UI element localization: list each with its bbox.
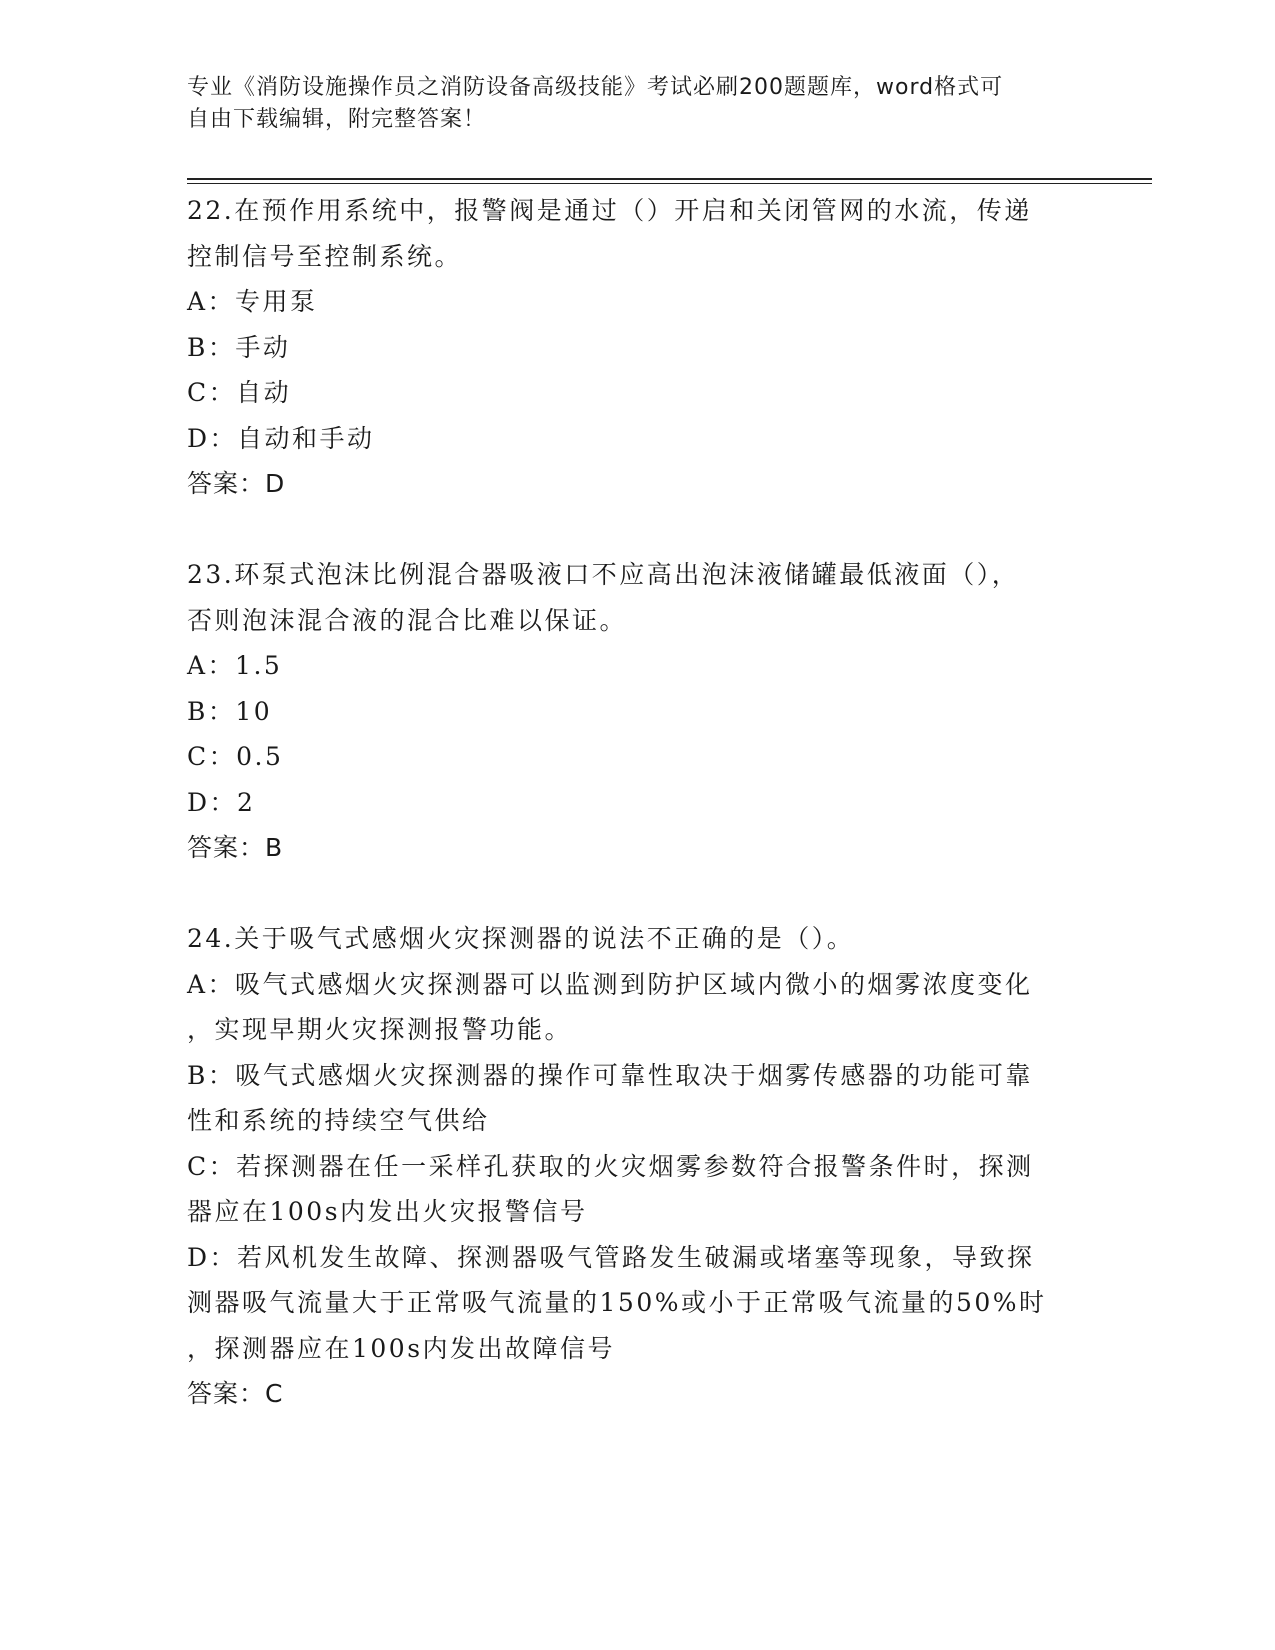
option-a: A：1.5 [187, 651, 283, 680]
option-b: B：10 [187, 696, 273, 726]
question-22 [187, 188, 1087, 507]
header-divider-thick [187, 178, 1152, 180]
answer-line: 答案：B [187, 833, 284, 862]
option-d-continued: 测器吸气流量大于正常吸气流量的150%或小于正常吸气流量的50%时 [187, 1288, 1047, 1317]
question-23 [187, 552, 1087, 871]
header-line-2: 自由下载编辑，附完整答案！ [187, 107, 487, 132]
option-a: A：吸气式感烟火灾探测器可以监测到防护区域内微小的烟雾浓度变化 [187, 969, 1033, 999]
question-24 [187, 916, 1087, 1417]
option-d: D：2 [187, 787, 256, 817]
option-c: C：若探测器在任一采样孔获取的火灾烟雾参数符合报警条件时，探测 [187, 1151, 1034, 1181]
option-d-continued: ，探测器应在100s内发出故障信号 [187, 1333, 616, 1363]
option-c: C：0.5 [187, 742, 284, 771]
header-line-1: 专业《消防设施操作员之消防设备高级技能》考试必刷200题题库，word格式可 [187, 75, 1004, 100]
spacer [187, 507, 1087, 553]
answer-line: 答案：C [187, 1379, 284, 1408]
option-d: D：自动和手动 [187, 423, 375, 453]
question-list [187, 188, 1087, 1417]
option-b-continued: 性和系统的持续空气供给 [187, 1106, 490, 1135]
question-stem-line: 控制信号至控制系统。 [187, 241, 463, 271]
question-stem-line: 22.在预作用系统中，报警阀是通过（）开启和关闭管网的水流，传递 [187, 196, 1032, 225]
document-header [187, 72, 1067, 136]
option-c-continued: 器应在100s内发出火灾报警信号 [187, 1197, 588, 1226]
question-stem-line: 24.关于吸气式感烟火灾探测器的说法不正确的是（）。 [187, 924, 855, 953]
option-a: A：专用泵 [187, 287, 318, 316]
option-d: D：若风机发生故障、探测器吸气管路发生破漏或堵塞等现象，导致探 [187, 1242, 1035, 1272]
option-b: B：吸气式感烟火灾探测器的操作可靠性取决于烟雾传感器的功能可靠 [187, 1060, 1033, 1090]
question-stem-line: 否则泡沫混合液的混合比难以保证。 [187, 605, 628, 635]
option-b: B：手动 [187, 332, 291, 362]
question-stem-line: 23.环泵式泡沫比例混合器吸液口不应高出泡沫液储罐最低液面（）， [187, 560, 1020, 589]
spacer [187, 871, 1087, 917]
option-a-continued: ，实现早期火灾探测报警功能。 [187, 1015, 573, 1044]
option-c: C：自动 [187, 378, 292, 407]
answer-line: 答案：D [187, 469, 286, 498]
header-divider-thin [187, 183, 1152, 184]
